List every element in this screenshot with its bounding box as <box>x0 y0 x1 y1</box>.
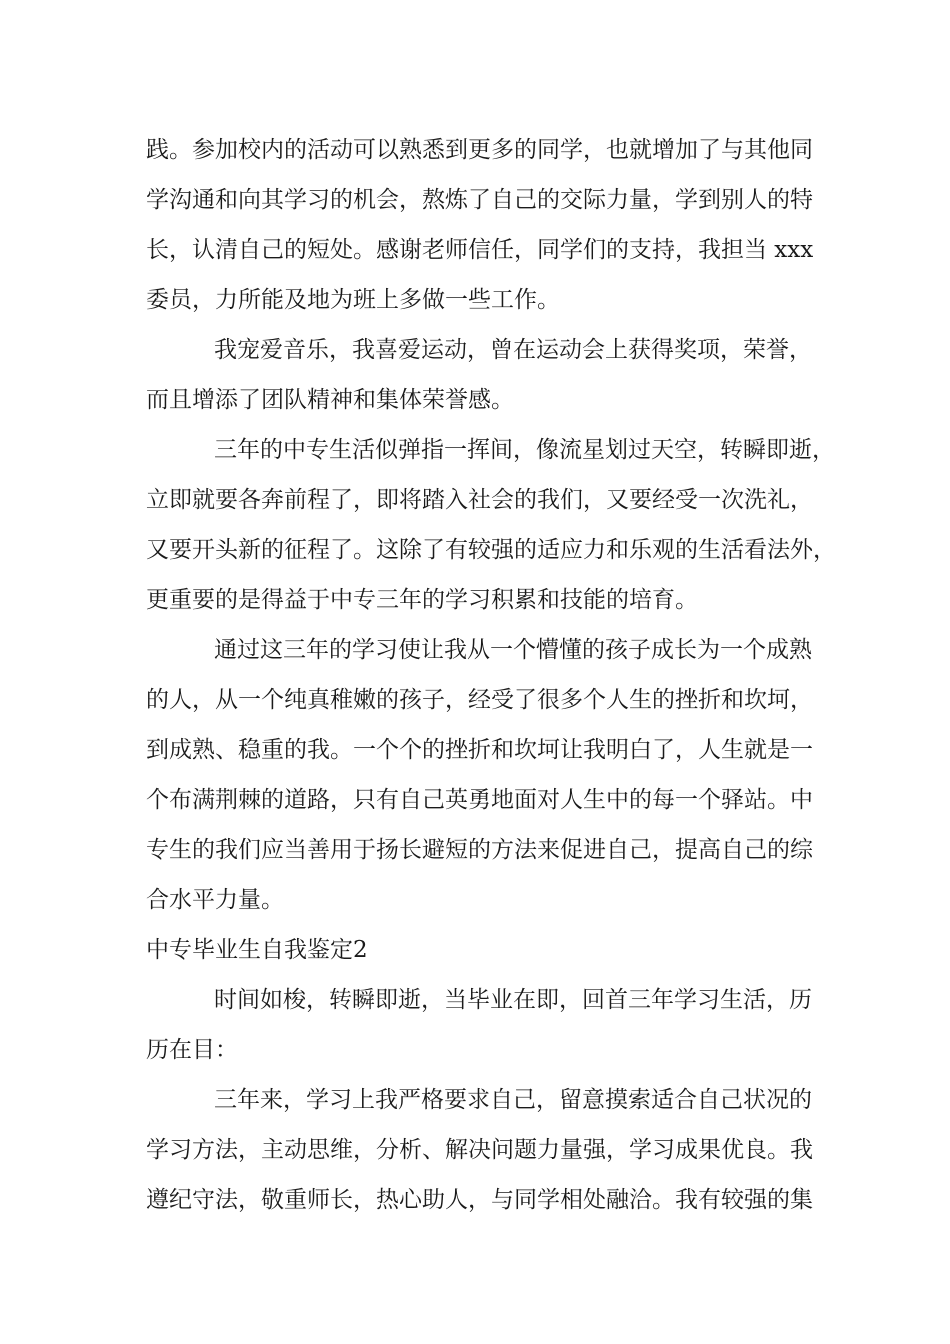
paragraph-start-line: 三年的中专生活似弹指一挥间，像流星划过天空，转瞬即逝， <box>214 437 835 463</box>
text-line: 合水平力量。 <box>146 887 284 913</box>
text-line: 又要开头新的征程了。这除了有较强的适应力和乐观的生活看法外， <box>146 537 836 563</box>
text-line: 历在目： <box>146 1037 238 1063</box>
text-line: 个布满荆棘的道路，只有自己英勇地面对人生中的每一个驿站。中 <box>146 787 813 813</box>
text-line: 到成熟、稳重的我。一个个的挫折和坎坷让我明白了，人生就是一 <box>146 737 813 763</box>
paragraph-start-line: 通过这三年的学习使让我从一个懵懂的孩子成长为一个成熟 <box>214 637 812 663</box>
text-line: 长，认清自己的短处。感谢老师信任，同学们的支持，我担当 xxx <box>146 237 814 263</box>
text-line: 更重要的是得益于中专三年的学习积累和技能的培育。 <box>146 587 698 613</box>
text-line: 学沟通和向其学习的机会，熬炼了自己的交际力量，学到别人的特 <box>146 187 813 213</box>
section-heading: 中专毕业生自我鉴定2 <box>146 937 368 963</box>
text-line: 学习方法，主动思维，分析、解决问题力量强，学习成果优良。我 <box>146 1137 813 1163</box>
text-line: 而且增添了团队精神和集体荣誉感。 <box>146 387 514 413</box>
text-line: 践。参加校内的活动可以熟悉到更多的同学，也就增加了与其他同 <box>146 137 813 163</box>
text-line: 的人，从一个纯真稚嫩的孩子，经受了很多个人生的挫折和坎坷， <box>146 687 813 713</box>
text-line: 委员，力所能及地为班上多做一些工作。 <box>146 287 560 313</box>
text-line: 专生的我们应当善用于扬长避短的方法来促进自己，提高自己的综 <box>146 837 813 863</box>
text-line: 立即就要各奔前程了，即将踏入社会的我们，又要经受一次洗礼， <box>146 487 813 513</box>
paragraph-start-line: 三年来，学习上我严格要求自己，留意摸索适合自己状况的 <box>214 1087 812 1113</box>
paragraph-start-line: 时间如梭，转瞬即逝，当毕业在即，回首三年学习生活，历 <box>214 987 812 1013</box>
text-line: 遵纪守法，敬重师长，热心助人，与同学相处融洽。我有较强的集 <box>146 1187 813 1213</box>
paragraph-start-line: 我宠爱音乐，我喜爱运动，曾在运动会上获得奖项，荣誉， <box>214 337 812 363</box>
